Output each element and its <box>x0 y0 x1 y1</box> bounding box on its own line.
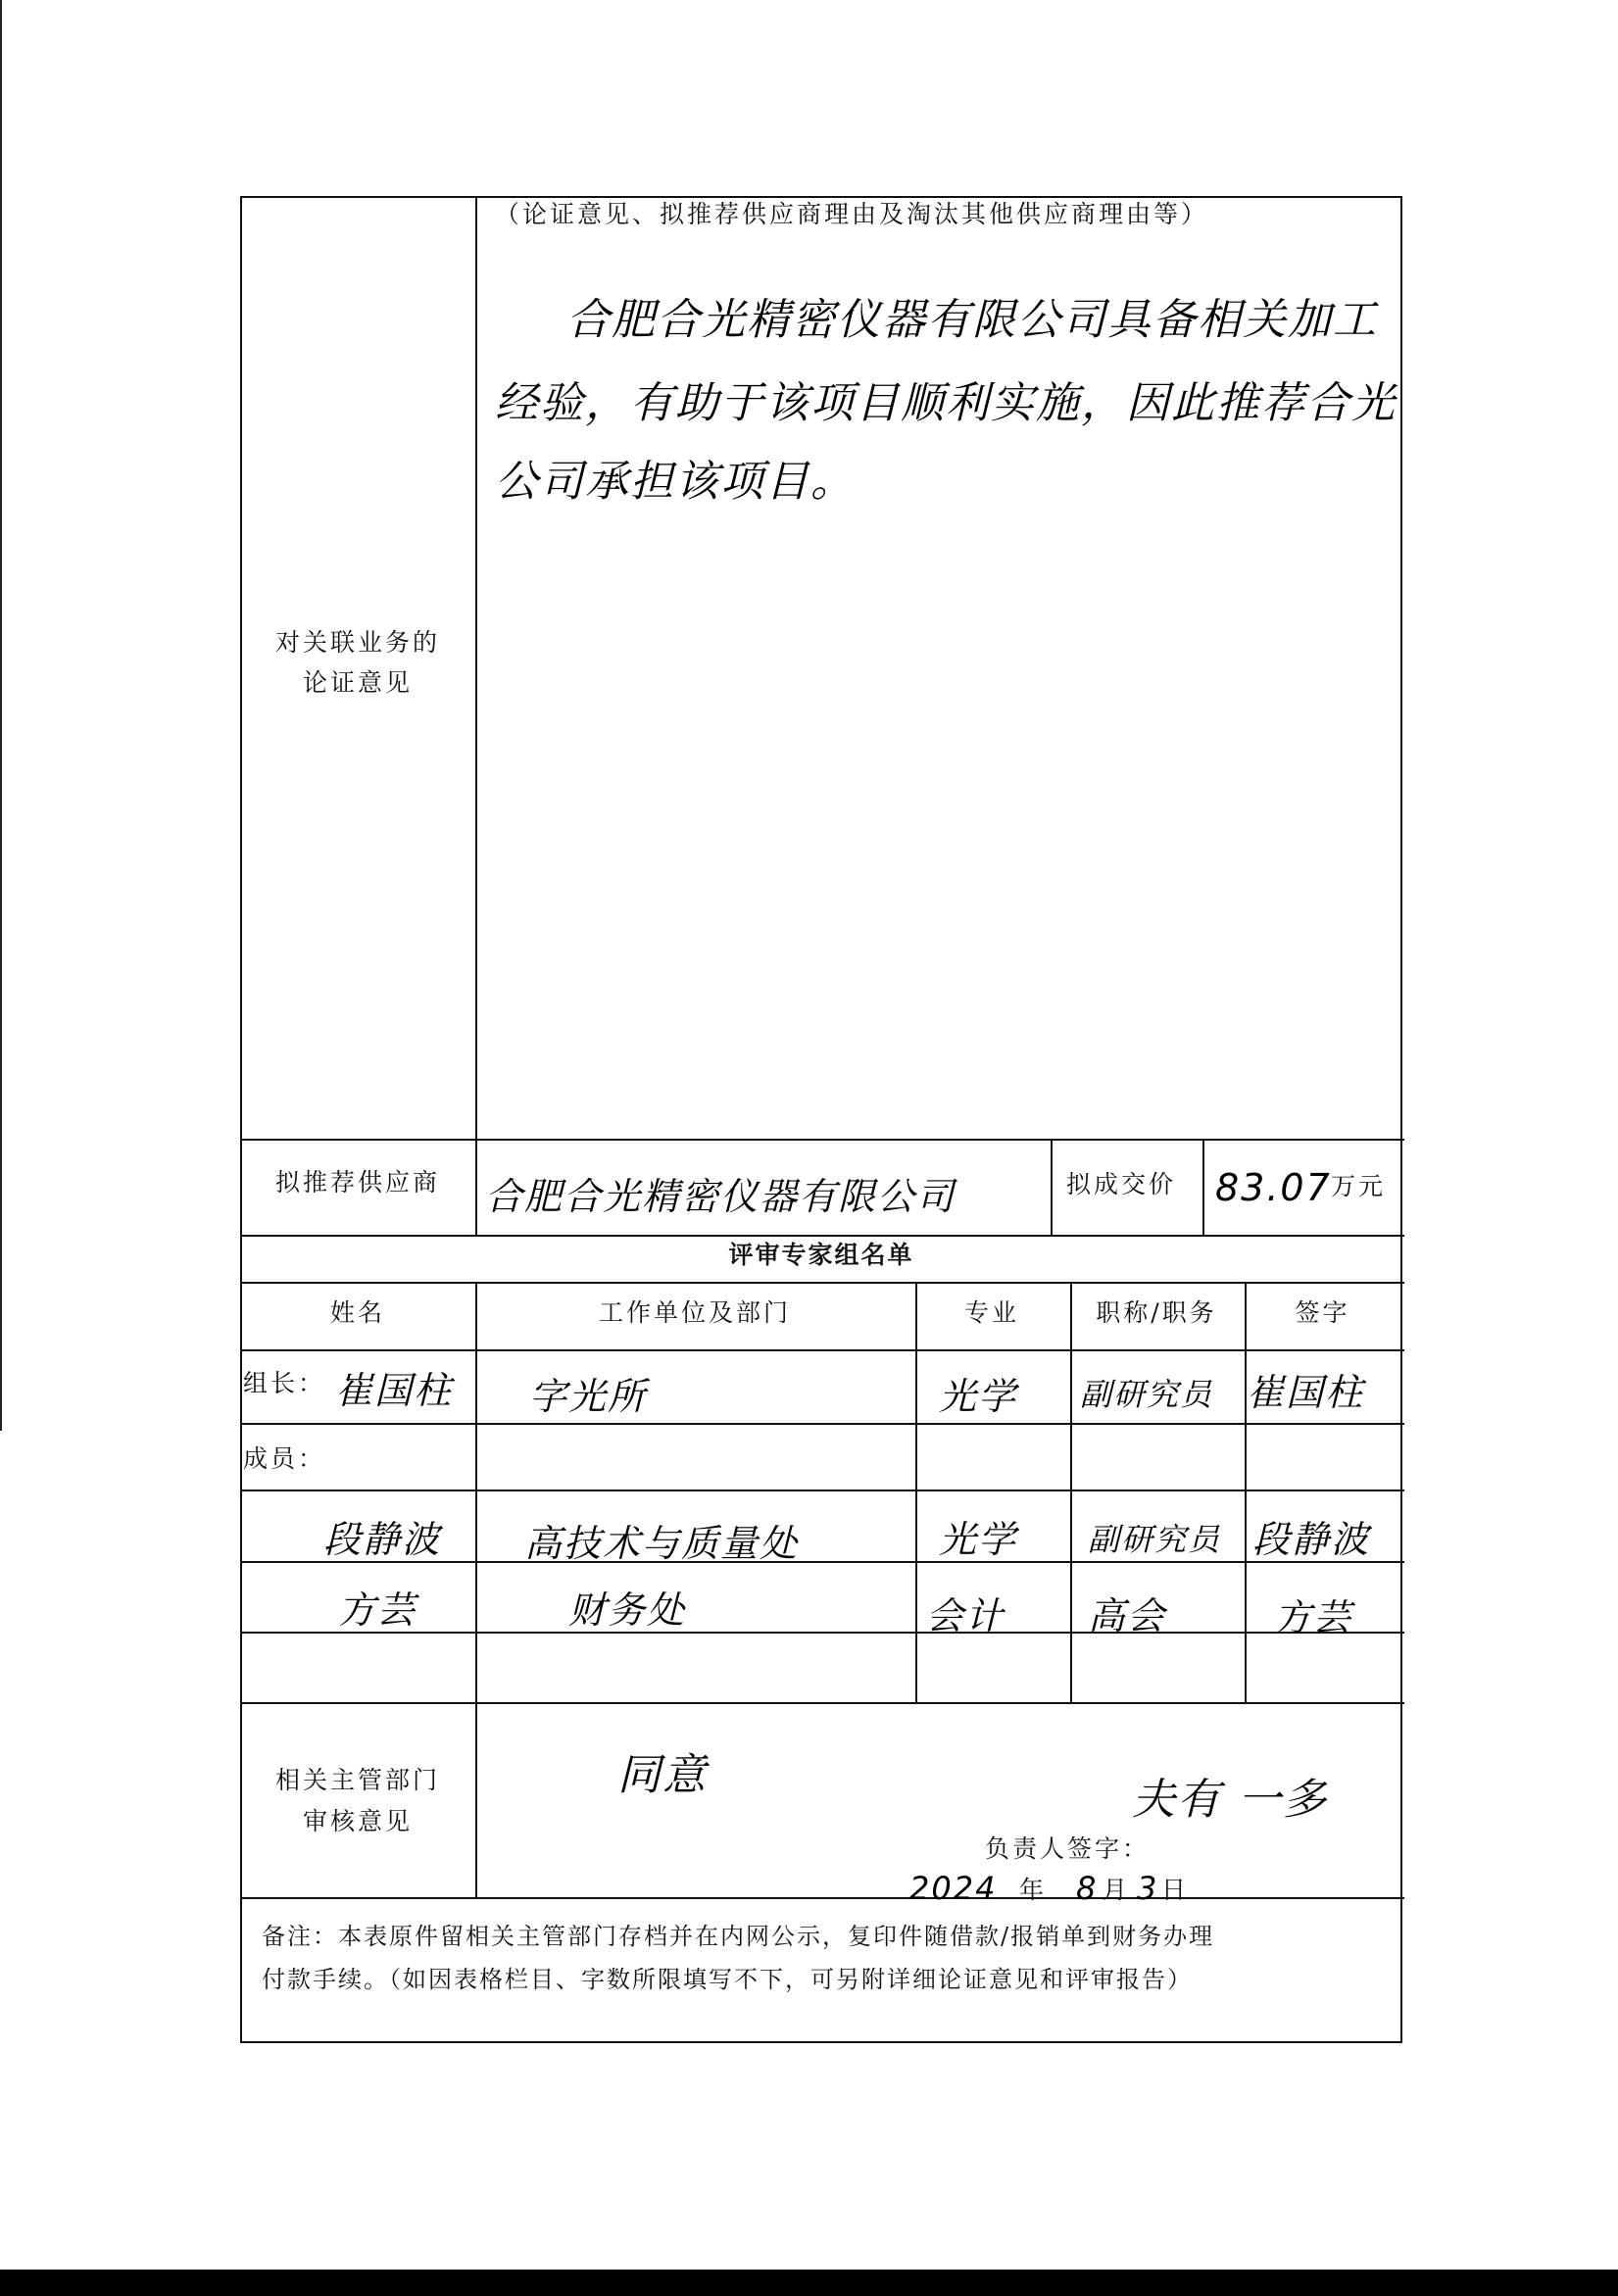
member1-unit: 高技术与质量处 <box>524 1522 800 1565</box>
opinion-text-line1: 合肥合光精密仪器有限公司具备相关加工 <box>566 295 1378 345</box>
col-header-unit: 工作单位及部门 <box>598 1298 791 1327</box>
col-header-major: 专业 <box>963 1298 1019 1327</box>
review-month-label: 月 <box>1103 1876 1131 1904</box>
col-header-title: 职称/职务 <box>1096 1298 1217 1327</box>
member1-major: 光学 <box>939 1518 1018 1561</box>
remark-line2: 付款手续。（如因表格栏目、字数所限填写不下，可另附详细论证意见和评审报告） <box>262 1966 1193 1993</box>
price-value: 83.07 <box>1215 1166 1332 1209</box>
member2-name: 方芸 <box>338 1588 417 1632</box>
leader-signature: 崔国柱 <box>1247 1371 1365 1414</box>
member1-title: 副研究员 <box>1088 1521 1222 1558</box>
member1-signature: 段静波 <box>1252 1518 1371 1561</box>
divider-label-col-top <box>475 198 477 1235</box>
review-day: 3 <box>1137 1870 1159 1907</box>
divider-members-row <box>242 1490 1404 1491</box>
review-signature: 夫有 一多 <box>1132 1775 1328 1825</box>
leader-label: 组长： <box>243 1369 326 1397</box>
expert-panel-title: 评审专家组名单 <box>728 1241 914 1269</box>
review-month: 8 <box>1076 1870 1099 1907</box>
signer-label: 负责人签字： <box>985 1834 1151 1863</box>
review-year: 2024 <box>909 1870 998 1907</box>
review-day-label: 日 <box>1161 1876 1190 1904</box>
price-unit: 万元 <box>1331 1172 1387 1200</box>
supplier-label: 拟推荐供应商 <box>274 1168 440 1197</box>
col-header-name: 姓名 <box>329 1298 385 1327</box>
review-opinion: 同意 <box>617 1750 708 1800</box>
leader-major: 光学 <box>939 1375 1018 1418</box>
member2-unit: 财务处 <box>568 1588 687 1632</box>
divider-review-bottom <box>242 1897 1404 1899</box>
remark-line1: 备注：本表原件留相关主管部门存档并在内网公示，复印件随借款/报销单到财务办理 <box>262 1923 1215 1950</box>
opinion-text-line3: 公司承担该项目。 <box>495 457 856 507</box>
supplier-value: 合肥合光精密仪器有限公司 <box>485 1175 956 1218</box>
divider-header-row <box>242 1349 1404 1351</box>
members-label: 成员： <box>243 1444 326 1473</box>
divider-name-col <box>475 1282 477 1897</box>
divider-opinion-bottom <box>242 1139 1404 1141</box>
scan-edge-line <box>0 0 2 1431</box>
divider-row-5 <box>242 1702 1404 1704</box>
divider-unit-col <box>915 1282 917 1702</box>
divider-price-label-left <box>1051 1139 1053 1235</box>
leader-title: 副研究员 <box>1080 1376 1214 1413</box>
review-label-line2: 审核意见 <box>302 1807 413 1835</box>
divider-leader-row <box>242 1423 1404 1425</box>
scan-bottom-edge <box>0 2270 1618 2296</box>
member2-title: 高会 <box>1088 1594 1167 1637</box>
leader-unit: 字光所 <box>529 1375 648 1418</box>
opinion-header-note: （论证意见、拟推荐供应商理由及淘汰其他供应商理由等） <box>495 200 1209 228</box>
opinion-text-line2: 经验，有助于该项目顺利实施，因此推荐合光 <box>495 378 1397 428</box>
opinion-label-line1: 对关联业务的 <box>274 628 440 657</box>
divider-major-col <box>1070 1282 1072 1702</box>
col-header-signature: 签字 <box>1295 1298 1350 1327</box>
price-label: 拟成交价 <box>1066 1170 1177 1198</box>
divider-panel-title-bottom <box>242 1282 1404 1284</box>
leader-name: 崔国柱 <box>335 1369 454 1412</box>
review-label-line1: 相关主管部门 <box>274 1766 440 1794</box>
divider-price-value-left <box>1202 1139 1204 1235</box>
divider-title-col <box>1245 1282 1247 1702</box>
member1-name: 段静波 <box>323 1518 442 1561</box>
opinion-label-line2: 论证意见 <box>302 668 413 697</box>
review-year-label: 年 <box>1019 1876 1048 1904</box>
member2-signature: 方芸 <box>1274 1596 1353 1639</box>
member2-major: 会计 <box>926 1594 1005 1637</box>
